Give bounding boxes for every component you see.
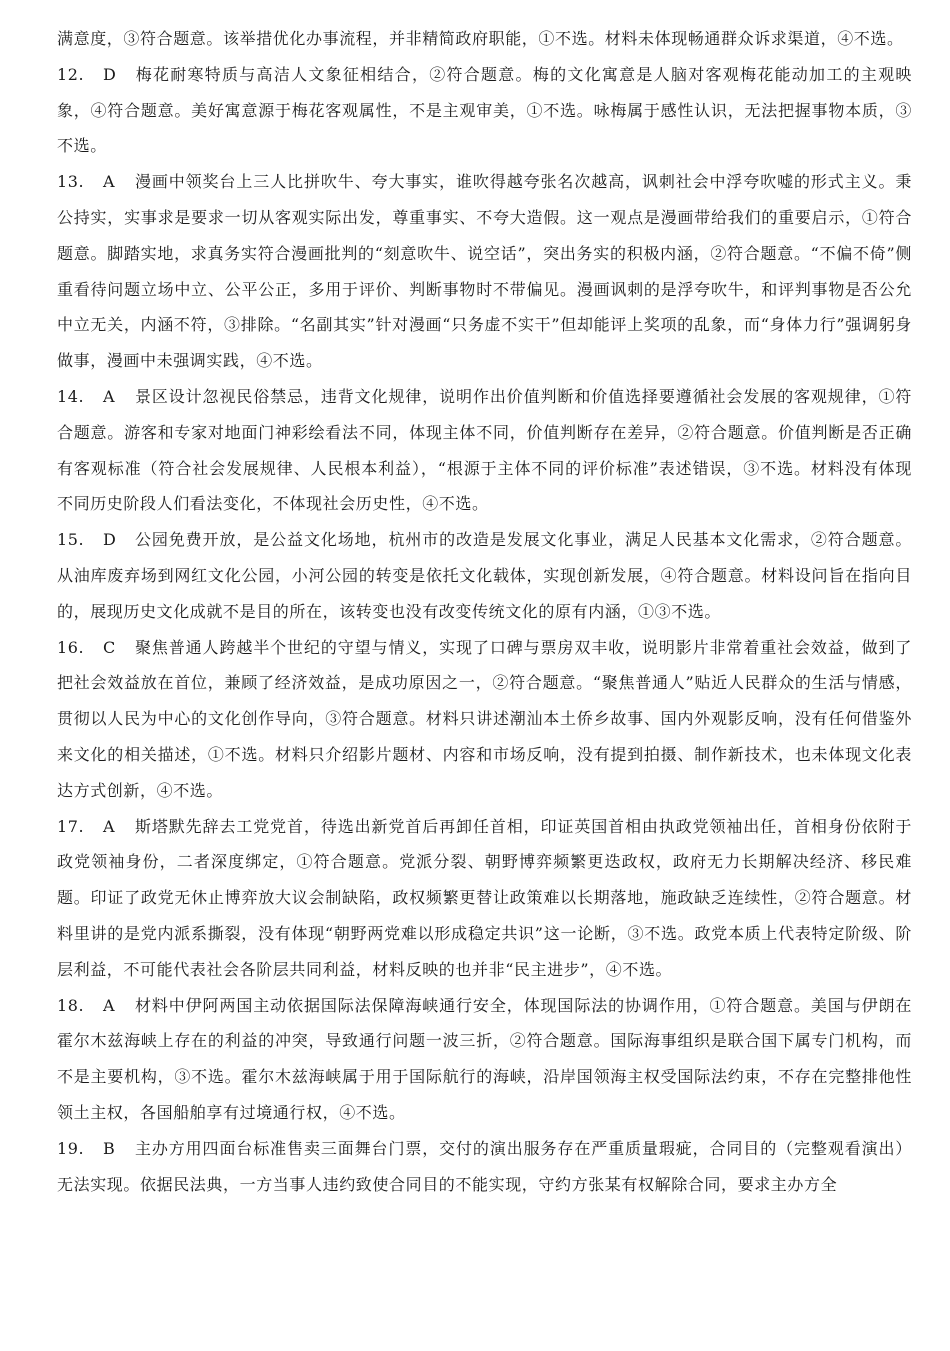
answer-letter: A <box>103 386 116 406</box>
question-number: 12. <box>57 64 85 84</box>
answer-letter: A <box>103 172 116 192</box>
answer-letter: D <box>103 64 117 84</box>
answer-letter: B <box>103 1138 116 1158</box>
paragraph-text: 主办方用四面台标准售卖三面舞台门票，交付的演出服务存在严重质量瑕疵，合同目的（完整观看演出）无法实现。依据民法典，一方当事人违约致使合同目的不能实现，守约方张某有权解除合同，要求主办方全 <box>57 1138 912 1194</box>
paragraph-text: 梅花耐寒特质与高洁人文象征相结合，②符合题意。梅的文化寓意是人脑对客观梅花能动加工的主观映象，④符合题意。美好寓意源于梅花客观属性，不是主观审美，①不选。咏梅属于感性认识，无法把握事物本质，③不选。 <box>57 64 912 156</box>
answer-letter: A <box>103 995 116 1015</box>
paragraph-12 <box>57 57 912 164</box>
question-number: 18. <box>57 995 85 1015</box>
question-number: 15. <box>57 530 85 550</box>
answer-letter: C <box>103 637 116 657</box>
paragraph-text: 满意度，③符合题意。该举措优化办事流程，并非精简政府职能，①不选。材料未体现畅通群众诉求渠道，④不选。 <box>57 29 904 48</box>
paragraph-11-continued <box>57 21 912 57</box>
question-number: 19. <box>57 1138 85 1158</box>
paragraph-18 <box>57 988 912 1131</box>
paragraph-text: 景区设计忽视民俗禁忌，违背文化规律，说明作出价值判断和价值选择要遵循社会发展的客观规律，①符合题意。游客和专家对地面门神彩绘看法不同，体现主体不同，价值判断存在差异，②符合题意。价值判断是否正确有客观标准（符合社会发展规律、人民根本利益），“根源于主体不同的评价标准”表述错误，③不选。材料没有体现不同历史阶段人们看法变化，不体现社会历史性，④不选。 <box>57 386 912 514</box>
paragraph-13 <box>57 164 912 379</box>
answer-letter: D <box>103 530 117 550</box>
paragraph-text: 聚焦普通人跨越半个世纪的守望与情义，实现了口碑与票房双丰收，说明影片非常着重社会效益，做到了把社会效益放在首位，兼顾了经济效益，是成功原因之一，②符合题意。“聚焦普通人”贴近人民群众的生活与情感，贯彻以人民为中心的文化创作导向，③符合题意。材料只讲述潮汕本土侨乡故事、国内外观影反响，没有任何借鉴外来文化的相关描述，①不选。材料只介绍影片题材、内容和市场反响，没有提到拍摄、制作新技术，也未体现文化表达方式创新，④不选。 <box>57 637 912 800</box>
question-number: 16. <box>57 637 85 657</box>
paragraph-text: 材料中伊阿两国主动依据国际法保障海峡通行安全，体现国际法的协调作用，①符合题意。美国与伊朗在霍尔木兹海峡上存在的利益的冲突，导致通行问题一波三折，②符合题意。国际海事组织是联合国下属专门机构，而不是主要机构，③不选。霍尔木兹海峡属于用于国际航行的海峡，沿岸国领海主权受国际法约束，不存在完整排他性领土主权，各国船舶享有过境通行权，④不选。 <box>57 995 912 1122</box>
paragraph-14 <box>57 379 912 522</box>
paragraph-16 <box>57 630 912 809</box>
paragraph-text: 斯塔默先辞去工党党首，待选出新党首后再卸任首相，印证英国首相由执政党领袖出任，首相身份依附于政党领袖身份，二者深度绑定，①符合题意。党派分裂、朝野博弈频繁更迭政权，政府无力长期解决经济、移民难题。印证了政党无休止博弈放大议会制缺陷，政权频繁更替让政策难以长期落地，施政缺乏连续性，②符合题意。材料里讲的是党内派系撕裂，没有体现“朝野两党难以形成稳定共识”这一论断，③不选。政党本质上代表特定阶级、阶层利益，不可能代表社会各阶层共同利益，材料反映的也并非“民主进步”，④不选。 <box>57 816 912 979</box>
question-number: 14. <box>57 386 85 406</box>
question-number: 17. <box>57 816 85 836</box>
question-number: 13. <box>57 172 85 192</box>
paragraph-17 <box>57 809 912 988</box>
paragraph-text: 漫画中领奖台上三人比拼吹牛、夸大事实，谁吹得越夸张名次越高，讽刺社会中浮夸吹嘘的形式主义。秉公持实，实事求是要求一切从客观实际出发，尊重事实、不夸大造假。这一观点是漫画带给我们的重要启示，①符合题意。脚踏实地，求真务实符合漫画批判的“刻意吹牛、说空话”，突出务实的积极内涵，②符合题意。“不偏不倚”侧重看待问题立场中立、公平公正，多用于评价、判断事物时不带偏见。漫画讽刺的是浮夸吹牛，和评判事物是否公允中立无关，内涵不符，③排除。“名副其实”针对漫画“只务虚不实干”但却能评上奖项的乱象，而“身体力行”强调躬身做事，漫画中未强调实践，④不选。 <box>57 172 912 371</box>
paragraph-15 <box>57 522 912 629</box>
answer-letter: A <box>103 816 116 836</box>
paragraph-19 <box>57 1131 912 1203</box>
paragraph-text: 公园免费开放，是公益文化场地，杭州市的改造是发展文化事业，满足人民基本文化需求，②符合题意。从油库废弃场到网红文化公园，小河公园的转变是依托文化载体，实现创新发展，④符合题意。材料设问旨在指向目的，展现历史文化成就不是目的所在，该转变也没有改变传统文化的原有内涵，①③不选。 <box>57 530 912 621</box>
